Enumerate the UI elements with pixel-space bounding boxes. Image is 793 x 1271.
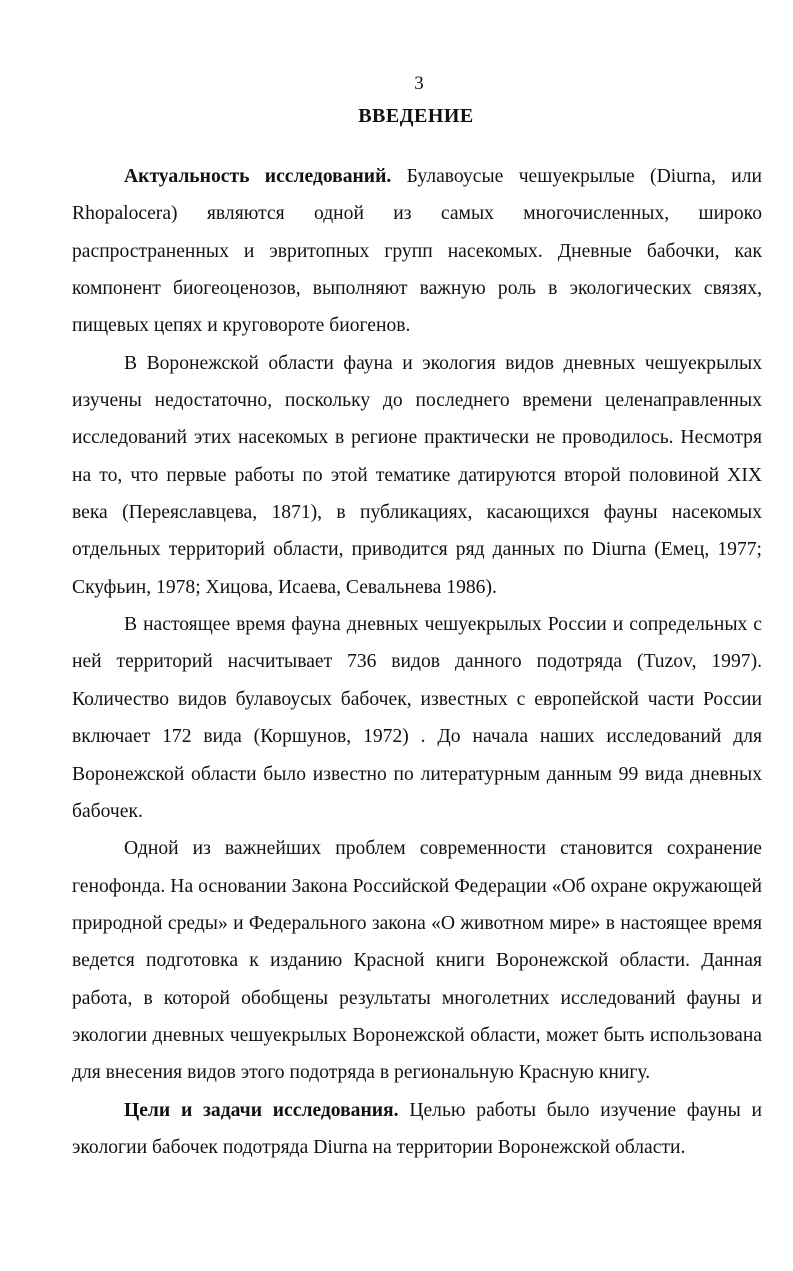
paragraph-text: В настоящее время фауна дневных чешуекрылых России и сопредельных с ней территорий насчитывает 736 видов данного подотряда (Tuzov, 1997). Количество видов булавоусых бабочек, известных с европейской части России включает 172 вида (Коршунов, 1972) . До начала наших исследований для Воронежской области было известно по литературным данным 99 вида дневных бабочек. [72,614,762,822]
paragraph-lead: Цели и задачи исследования. [124,1099,399,1121]
paragraph-gene-pool [72,830,762,1091]
page-title: ВВЕДЕНИЕ [358,105,474,127]
paragraph-text: Целью работы было изучение фауны и экологии бабочек подотряда Diurna на территории Воронежской области. [72,1099,762,1158]
paragraph-text: Булавоусые чешуекрылые (Diurna, или Rhopalocera) являются одной из самых многочисленных, широко распространенных и эвритопных групп насекомых. Дневные бабочки, как компонент биогеоценозов, выполняют важную роль в экологических связях, пищевых цепях и круговороте биогенов. [72,166,762,337]
page-number: 3 [414,73,424,94]
paragraph-relevance [72,158,762,345]
paragraph-goals [72,1092,762,1167]
paragraph-voronezh-fauna [72,345,762,606]
paragraph-lead: Актуальность исследований. [124,166,392,187]
paragraph-text: В Воронежской области фауна и экология видов дневных чешуекрылых изучены недостаточно, поскольку до последнего времени целенаправленных исследований этих насекомых в регионе практически не проводилось. Несмотря на то, что первые работы по этой тематике датируются второй половиной XIX века (Переяславцева, 1871), в публикациях, касающихся фауны насекомых отдельных территорий области, приводится ряд данных по Diurna (Емец, 1977; Скуфьин, 1978; Хицова, Исаева, Севальнева 1986). [72,352,762,598]
paragraph-species-count [72,606,762,830]
paragraph-text: Одной из важнейших проблем современности становится сохранение генофонда. На основании Закона Российской Федерации «Об охране окружающей природной среды» и Федерального закона «О животном мире» в настоящее время ведется подготовка к изданию Красной книги Воронежской области. Данная работа, в которой обобщены результаты многолетних исследований фауны и экологии дневных чешуекрылых Воронежской области, может быть использована для внесения видов этого подотряда в региональную Красную книгу. [72,838,762,1084]
body-text [72,158,762,1166]
